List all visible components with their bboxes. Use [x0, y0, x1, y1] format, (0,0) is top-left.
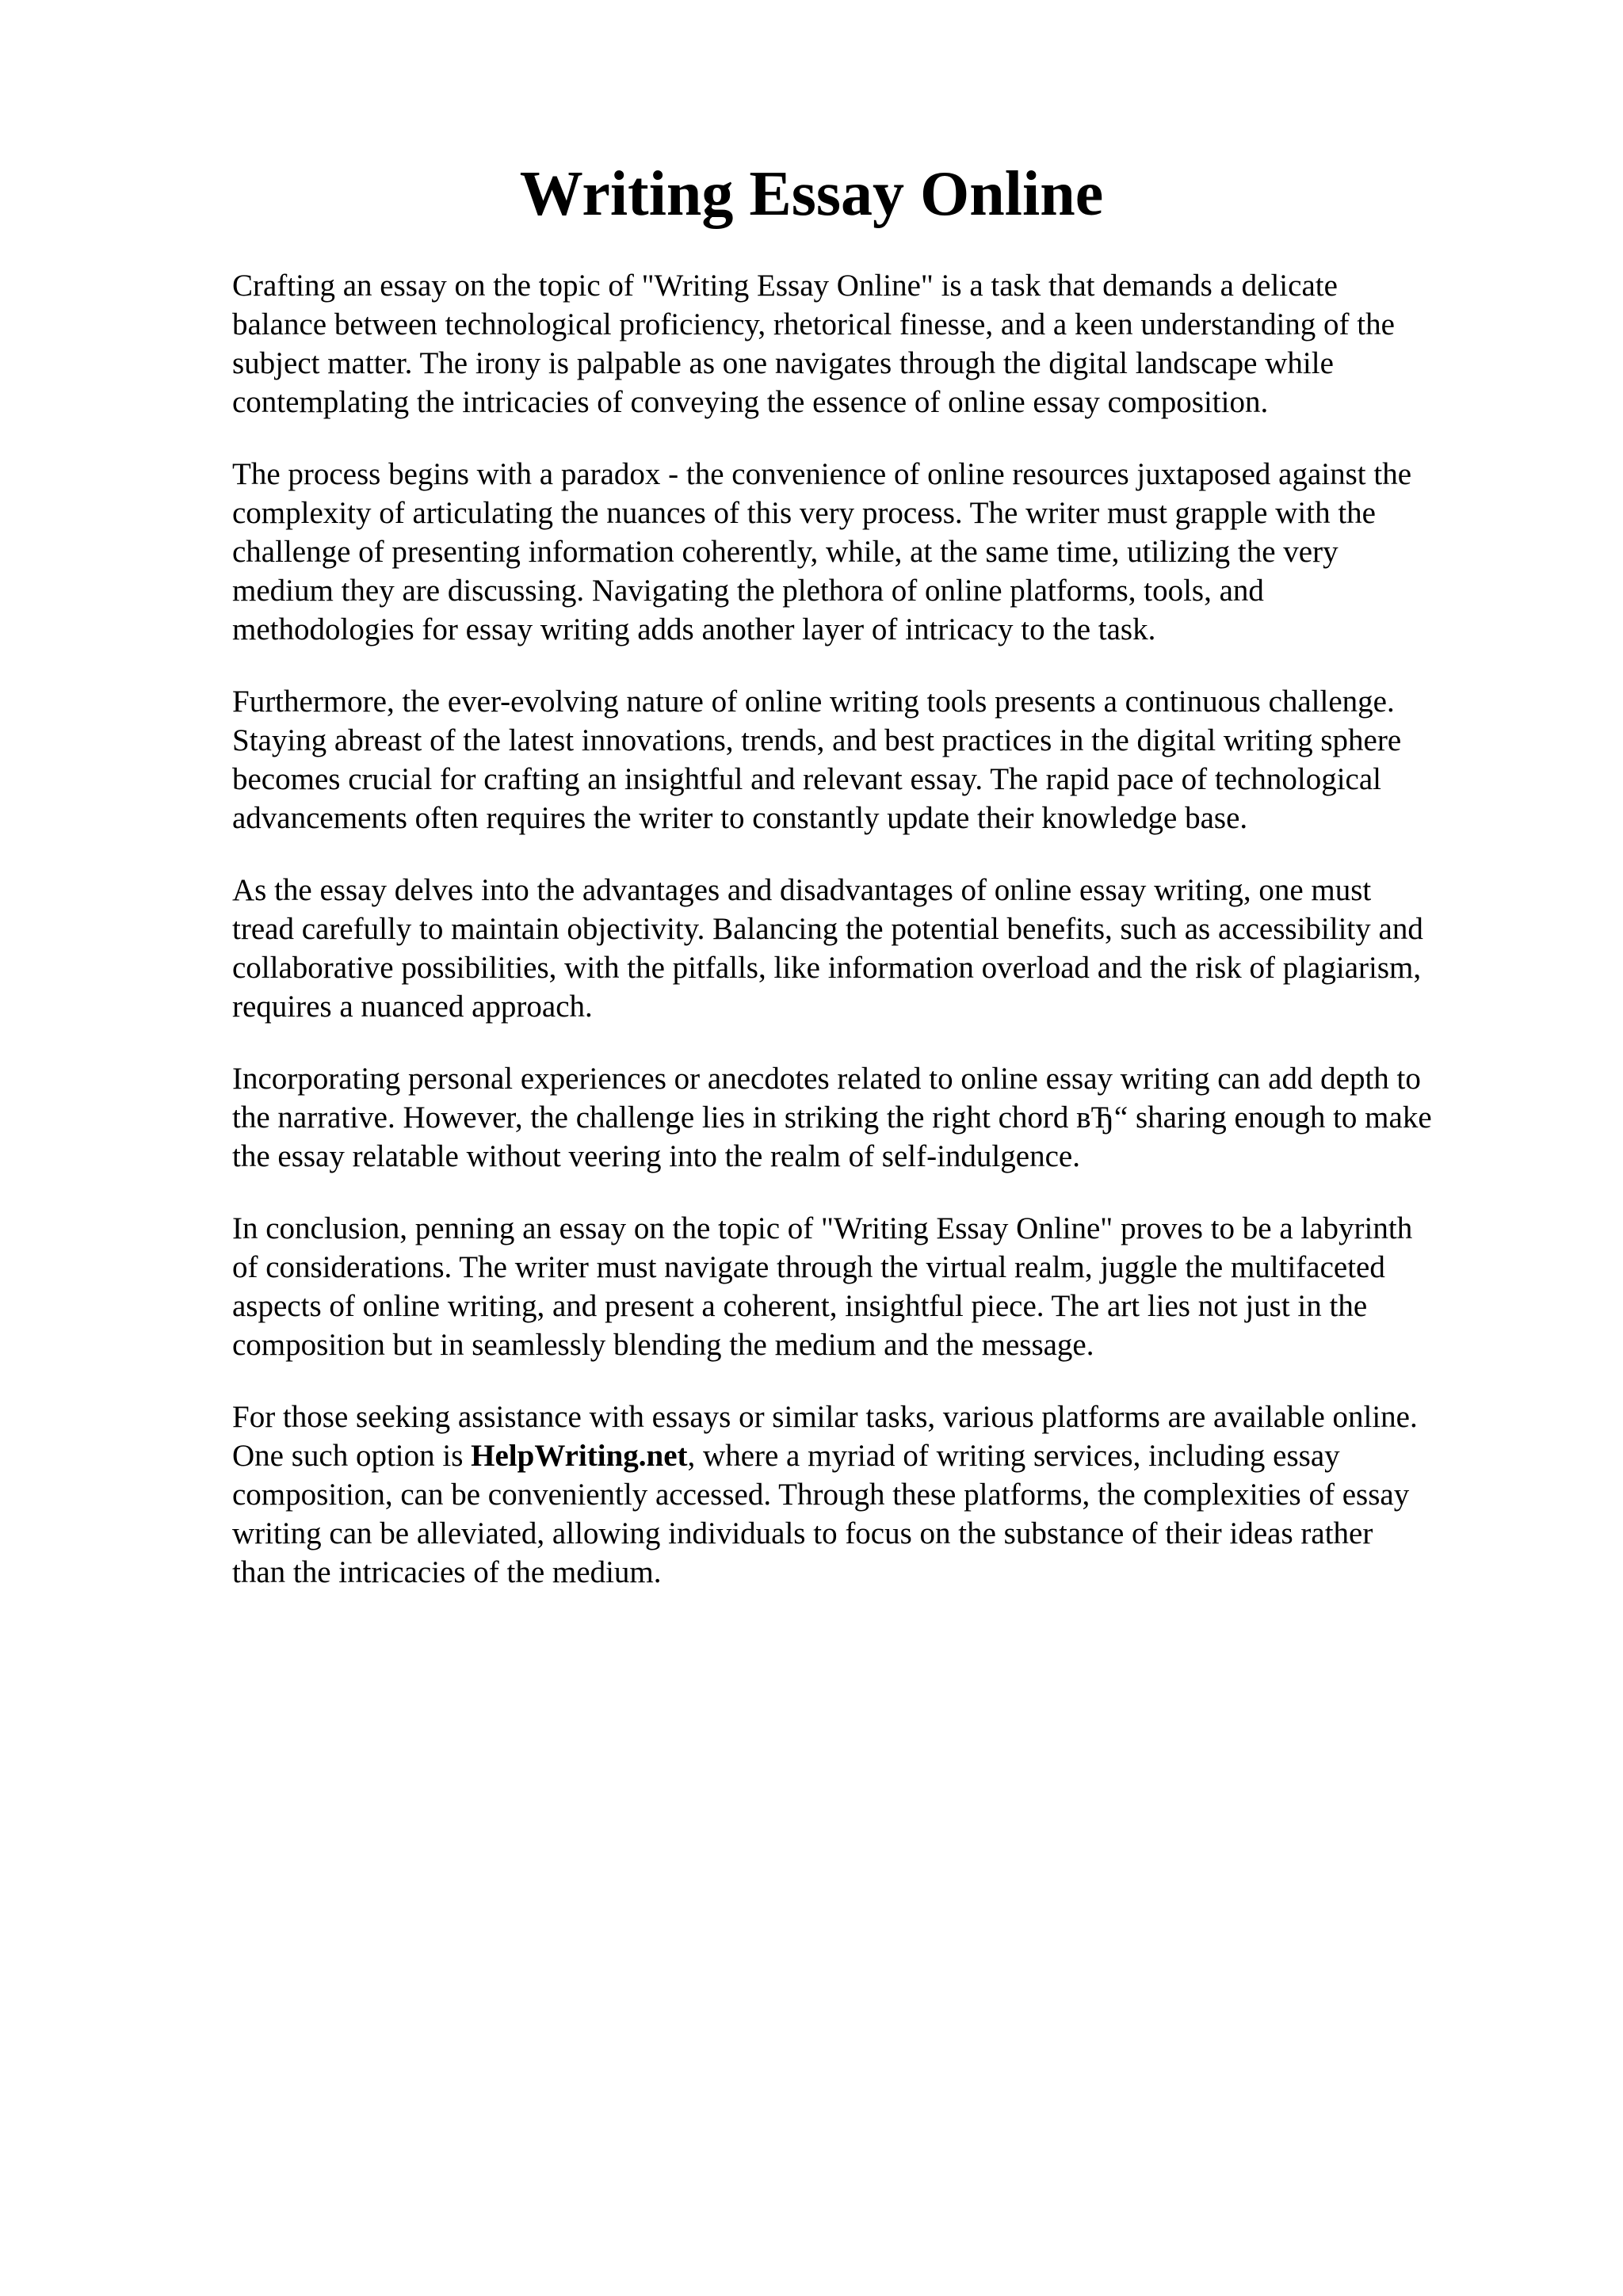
text-line: becomes crucial for crafting an insightful and relevant essay. The rapid pace of technological	[232, 762, 1381, 796]
paragraph-7	[232, 1398, 1532, 1592]
text-line: tread carefully to maintain objectivity. Balancing the potential benefits, such as accessibility and	[232, 912, 1423, 946]
document-title: Writing Essay Online	[519, 159, 1104, 229]
text-line: challenge of presenting information coherently, while, at the same time, utilizing the very	[232, 535, 1338, 569]
document-body	[232, 266, 1532, 1625]
text-line: collaborative possibilities, with the pitfalls, like information overload and the risk of plagiarism,	[232, 951, 1422, 985]
paragraph-6	[232, 1209, 1532, 1364]
paragraph-4	[232, 871, 1532, 1026]
text-line-with-link	[232, 1436, 1532, 1475]
text-line: Crafting an essay on the topic of "Writing Essay Online" is a task that demands a delicate	[232, 269, 1338, 303]
paragraph-2	[232, 455, 1532, 649]
text-line: balance between technological proficiency, rhetorical finesse, and a keen understanding of the	[232, 307, 1395, 341]
text-segment: One such option is	[232, 1439, 472, 1473]
text-line: composition, can be conveniently accessed. Through these platforms, the complexities of essay	[232, 1478, 1410, 1512]
paragraph-1	[232, 266, 1532, 421]
text-line: contemplating the intricacies of conveying the essence of online essay composition.	[232, 385, 1269, 419]
text-line: requires a nuanced approach.	[232, 990, 593, 1024]
helpwriting-brand-text: HelpWriting.net	[471, 1439, 688, 1473]
text-line: As the essay delves into the advantages and disadvantages of online essay writing, one must	[232, 873, 1372, 907]
text-line: Incorporating personal experiences or anecdotes related to online essay writing can add depth to	[232, 1062, 1421, 1096]
text-line: of considerations. The writer must navigate through the virtual realm, juggle the multifaceted	[232, 1250, 1385, 1284]
text-line: medium they are discussing. Navigating the plethora of online platforms, tools, and	[232, 574, 1264, 608]
text-line: Staying abreast of the latest innovations, trends, and best practices in the digital writing sphere	[232, 723, 1402, 757]
text-line: composition but in seamlessly blending the medium and the message.	[232, 1328, 1094, 1362]
text-line: the essay relatable without veering into the realm of self-indulgence.	[232, 1139, 1080, 1173]
text-line: the narrative. However, the challenge lies in striking the right chord вЂ“ sharing enough to make	[232, 1100, 1432, 1135]
text-line: For those seeking assistance with essays or similar tasks, various platforms are available online.	[232, 1400, 1418, 1434]
text-line: than the intricacies of the medium.	[232, 1555, 662, 1589]
text-line: subject matter. The irony is palpable as one navigates through the digital landscape while	[232, 346, 1334, 380]
text-segment: , where a myriad of writing services, including essay	[687, 1439, 1340, 1473]
text-line: complexity of articulating the nuances of this very process. The writer must grapple with the	[232, 496, 1376, 530]
text-line: advancements often requires the writer to constantly update their knowledge base.	[232, 801, 1248, 835]
text-line: writing can be alleviated, allowing individuals to focus on the substance of their ideas rather	[232, 1516, 1373, 1550]
paragraph-3	[232, 682, 1532, 837]
text-line: The process begins with a paradox - the convenience of online resources juxtaposed against the	[232, 457, 1411, 491]
text-line: Furthermore, the ever-evolving nature of online writing tools presents a continuous challenge.	[232, 685, 1395, 719]
text-line: aspects of online writing, and present a coherent, insightful piece. The art lies not just in the	[232, 1289, 1368, 1323]
paragraph-5	[232, 1059, 1532, 1176]
text-line: In conclusion, penning an essay on the topic of "Writing Essay Online" proves to be a labyrinth	[232, 1211, 1413, 1245]
text-line: methodologies for essay writing adds another layer of intricacy to the task.	[232, 612, 1156, 646]
